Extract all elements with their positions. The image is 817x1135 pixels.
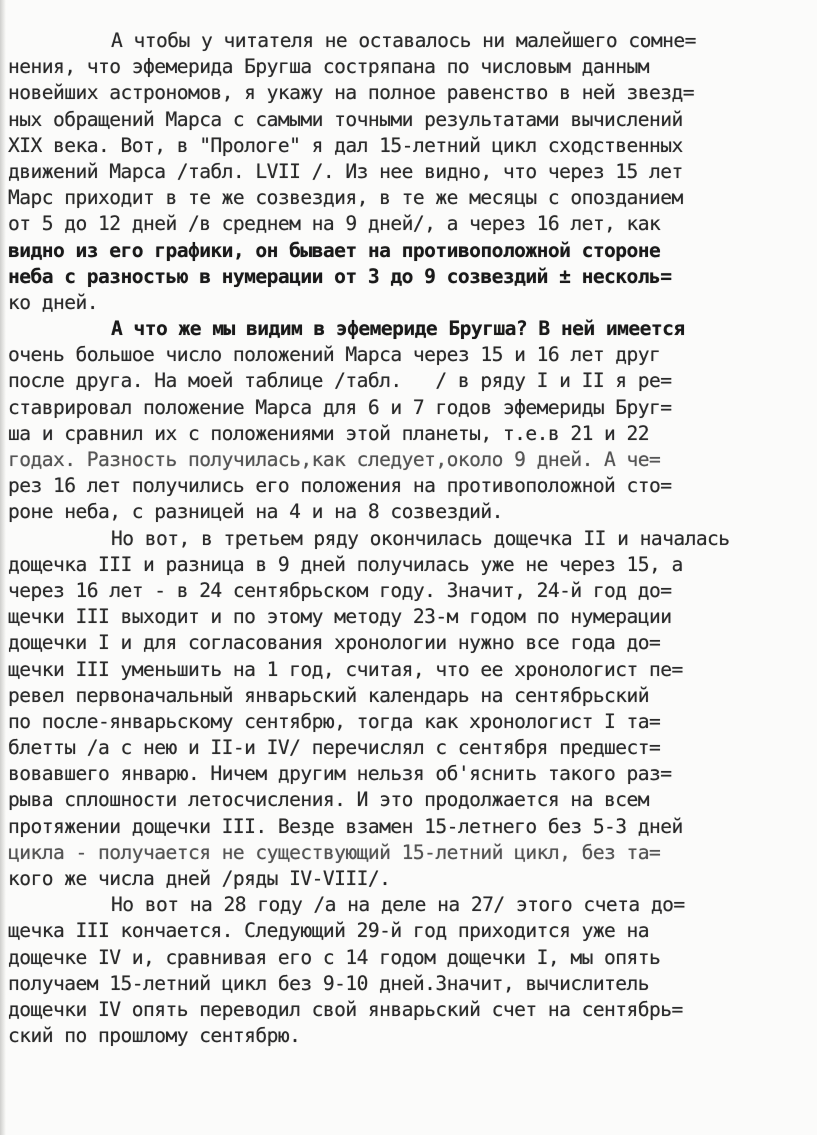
text-line: неба с разностью в нумерации от 3 до 9 созвездий ± несколь= <box>8 264 672 288</box>
text-line: роне неба, с разницей на 4 и на 8 созвездий. <box>8 500 503 524</box>
text-line: дощечки IV опять переводил свой январьский счет на сентябрь= <box>8 997 683 1021</box>
text-line: А что же мы видим в эфемериде Бругша? В ней имеется <box>111 317 685 341</box>
text-line: дощечки I и для согласования хронологии нужно все года до= <box>8 631 661 655</box>
text-line: ша и сравнил их с положениями этой планеты, т.е.в 21 и 22 <box>8 421 650 445</box>
typewritten-text <box>8 28 814 1049</box>
text-line: годах. Разность получилась,как следует,около 9 дней. А че= <box>8 448 661 471</box>
text-line: протяжении дощечки III. Везде взамен 15-летнего без 5-3 дней <box>8 814 683 838</box>
text-line: щечки III выходит и по этому методу 23-м годом по нумерации <box>8 605 672 629</box>
text-line: рез 16 лет получились его положения на противоположной сто= <box>8 474 672 498</box>
text-line: ревел первоначальный январьский календарь на сентябрьский <box>8 683 650 707</box>
text-line: после друга. На моей таблице /табл. / в ряду I и II я ре= <box>8 369 672 393</box>
text-line: по после-январьскому сентябрю, тогда как хронологист I та= <box>8 709 661 733</box>
text-line: дощечка III и разница в 9 дней получилась уже не через 15, а <box>8 552 683 576</box>
text-line: движений Марса /табл. LVII /. Из нее видно, что через 15 лет <box>8 159 683 183</box>
text-line: XIX века. Вот, в "Прологе" я дал 15-летний цикл сходственных <box>8 133 683 157</box>
text-line: цикла - получается не существующий 15-летний цикл, без та= <box>8 840 661 864</box>
text-line: ставрировал положение Марса для 6 и 7 годов эфемериды Бруг= <box>8 395 672 419</box>
text-line: получаем 15-летний цикл без 9-10 дней.Значит, вычислитель <box>8 971 650 995</box>
text-line: Но вот, в третьем ряду окончилась дощечка II и началась <box>111 526 730 550</box>
text-line: через 16 лет - в 24 сентябрьском году. Значит, 24-й год до= <box>8 578 672 602</box>
text-line: нения, что эфемерида Бругша состряпана по числовым данным <box>8 55 650 79</box>
text-line: новейших астрономов, я укажу на полное равенство в ней звезд= <box>8 81 695 105</box>
text-line: блетты /а с нею и II-и IV/ перечислял с сентября предшест= <box>8 736 661 760</box>
text-line: Но вот на 28 году /а на деле на 27/ этого счета до= <box>111 893 685 917</box>
text-line: Марс приходит в те же созвездия, в те же месяцы с опозданием <box>8 186 683 210</box>
text-line: вовавшего январю. Ничем другим нельзя об'яснить такого раз= <box>8 762 672 786</box>
text-line: кого же числа дней /ряды IV-VIII/. <box>8 867 391 890</box>
scan-edge <box>0 0 6 1135</box>
text-line: дощечке IV и, сравнивая его с 14 годом дощечки I, мы опять <box>8 945 661 969</box>
text-line: ко дней. <box>8 290 98 314</box>
text-line: от 5 до 12 дней /в среднем на 9 дней/, а через 16 лет, как <box>8 212 661 236</box>
text-line: видно из его графики, он бывает на противоположной стороне <box>8 238 661 262</box>
text-line: ных обращений Марса с самыми точными результатами вычислений <box>8 107 683 131</box>
text-line: рыва сплошности летосчисления. И это продолжается на всем <box>8 788 650 812</box>
text-line: А чтобы у читателя не оставалось ни малейшего сомне= <box>111 29 696 52</box>
text-line: щечка III кончается. Следующий 29-й год приходится уже на <box>8 919 650 943</box>
text-line: ский по прошлому сентябрю. <box>8 1024 301 1048</box>
text-line: очень большое число положений Марса через 15 и 16 лет друг <box>8 343 661 367</box>
text-line: щечки III уменьшить на 1 год, считая, что ее хронологист пе= <box>8 657 683 681</box>
